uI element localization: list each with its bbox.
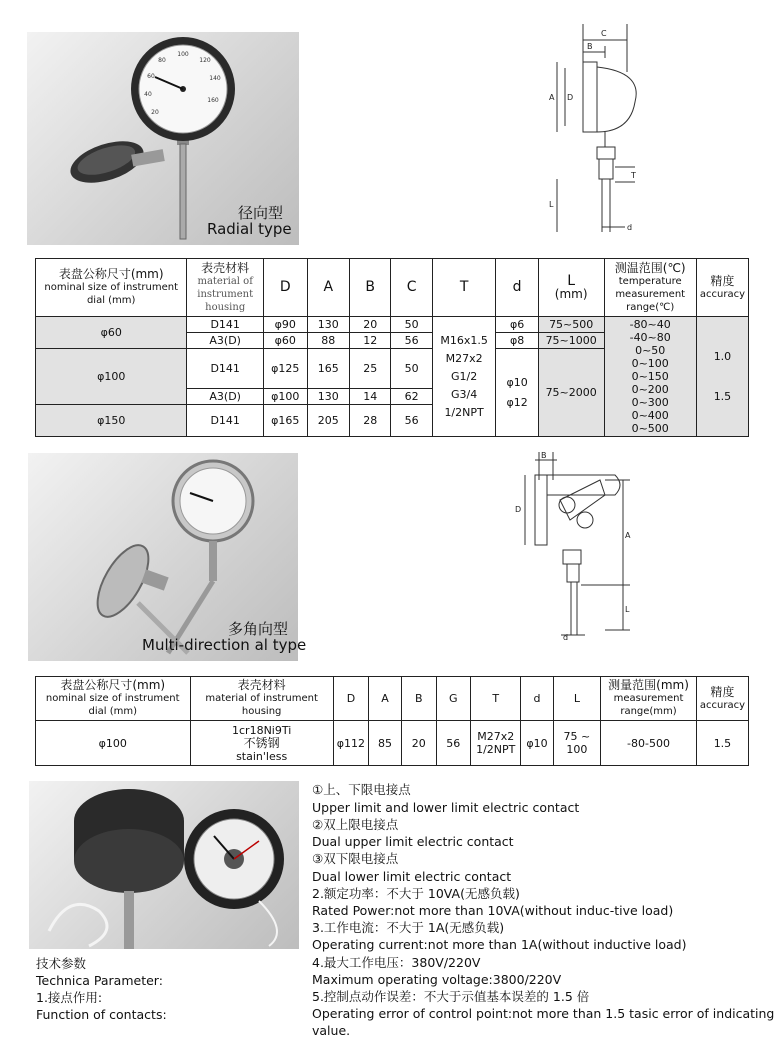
cell-A: 130 (307, 317, 349, 333)
dial-number: 60 (147, 73, 155, 80)
range-value: 0~50 (635, 344, 666, 357)
header-nominal-en: nominal size of instrument dial (mm) (45, 693, 180, 717)
tech-line: ②双上限电接点 (312, 817, 399, 832)
cell-material: A3(D) (187, 333, 264, 349)
tech-line: Upper limit and lower limit electric contact (312, 800, 580, 815)
cell-size: φ100 (36, 721, 191, 766)
header-accuracy-en: accuracy (699, 699, 745, 711)
cell-C: 56 (391, 333, 432, 349)
range-value: -80~40 (629, 318, 671, 331)
header-C: C (391, 259, 432, 317)
cell-B: 20 (350, 317, 391, 333)
cell-D: φ100 (263, 389, 307, 405)
header-B: B (350, 259, 391, 317)
dim-label: D (515, 505, 522, 514)
cell-L: 75~2000 (538, 349, 604, 437)
dial-number: 120 (199, 57, 211, 64)
dial-number: 40 (144, 91, 152, 98)
cell-L: 75 ~ 100 (553, 721, 601, 766)
header-A: A (369, 677, 402, 721)
cell-accuracy: 1.5 (696, 721, 748, 766)
header-material (190, 677, 333, 721)
header-range-en: temperature measurement range(℃) (615, 275, 686, 313)
tech-title-cn: 技术参数 (36, 956, 87, 971)
radial-title-en: Radial type (207, 220, 292, 238)
header-D: D (263, 259, 307, 317)
header-accuracy-cn: 精度 (710, 273, 735, 288)
cell-B: 20 (401, 721, 436, 766)
material-line: 不锈钢 (243, 735, 280, 750)
t-value: M27x2 (445, 351, 483, 365)
material-line: 1cr18Ni9Ti (232, 723, 292, 737)
dial-number: 140 (209, 75, 221, 82)
t-value: G3/4 (450, 387, 478, 401)
cell-material: D141 (187, 349, 264, 389)
header-nominal (36, 259, 187, 317)
t-value: M27x2 (477, 730, 515, 743)
cell-d-multi (496, 349, 539, 437)
tech-line: 3.工作电流：不大于 1A(无感负载) (312, 920, 505, 935)
header-G: G (436, 677, 471, 721)
tech-line: Operating current:not more than 1A(without inductive load) (312, 937, 687, 952)
header-B: B (401, 677, 436, 721)
cell-material (190, 721, 333, 766)
cell-L: 75~500 (538, 317, 604, 333)
range-value: 0~100 (631, 357, 669, 370)
cell-L: 75~1000 (538, 333, 604, 349)
header-range (604, 259, 696, 317)
tech-line: value. (312, 1023, 351, 1038)
range-value: 0~150 (631, 370, 669, 383)
material-line: stain'less (236, 749, 288, 763)
header-accuracy (696, 677, 748, 721)
cell-size: φ60 (36, 317, 187, 349)
header-range-cn: 测温范围(℃) (614, 260, 686, 275)
header-L-unit: (mm) (554, 286, 588, 301)
dim-label: d (563, 633, 569, 642)
header-L (538, 259, 604, 317)
tech-line: Maximum operating voltage:3800/220V (312, 972, 562, 987)
cell-size: φ100 (36, 349, 187, 405)
header-accuracy (696, 259, 748, 317)
range-value: 0~500 (631, 422, 669, 435)
dim-label: L (625, 605, 630, 614)
range-value: -40~80 (629, 331, 671, 344)
cell-T-values (432, 317, 495, 437)
dim-label: B (541, 451, 547, 460)
header-T: T (432, 259, 495, 317)
header-accuracy-en: accuracy (699, 288, 745, 300)
t-value: 1/2NPT (476, 743, 516, 756)
cell-accuracy (696, 317, 748, 437)
header-A: A (307, 259, 349, 317)
cell-A: 205 (307, 405, 349, 437)
cell-D: φ60 (263, 333, 307, 349)
header-nominal-cn: 表盘公称尺寸(mm) (60, 678, 166, 692)
t-value: M16x1.5 (440, 333, 488, 347)
header-nominal (36, 677, 191, 721)
cell-material: A3(D) (187, 389, 264, 405)
multi-title-cn: 多角向型 (228, 620, 289, 638)
multi-dimension-drawing (505, 450, 640, 645)
cell-material: D141 (187, 405, 264, 437)
radial-spec-table (35, 258, 749, 437)
electric-contact-thermometer-photo (29, 781, 299, 949)
header-L-label: L (567, 272, 576, 289)
cell-D: φ125 (263, 349, 307, 389)
cell-C: 50 (391, 317, 432, 333)
header-range-en: measurement range(mm) (613, 693, 684, 717)
header-d: d (496, 259, 539, 317)
dial-number: 20 (151, 109, 159, 116)
cell-B: 25 (350, 349, 391, 389)
dial-number: 160 (207, 97, 219, 104)
range-value: 0~400 (631, 409, 669, 422)
cell-d: φ10 (521, 721, 553, 766)
tech-line: 5.控制点动作误差：不大于示值基本误差的 1.5 倍 (312, 989, 590, 1004)
header-range (601, 677, 697, 721)
t-value: G1/2 (450, 369, 478, 383)
cell-B: 28 (350, 405, 391, 437)
cell-C: 50 (391, 349, 432, 389)
cell-d: φ8 (496, 333, 539, 349)
tech-line: Dual upper limit electric contact (312, 834, 514, 849)
dim-label: A (625, 531, 631, 540)
dim-label: C (601, 29, 607, 38)
t-value: 1/2NPT (444, 405, 484, 419)
header-D: D (333, 677, 368, 721)
header-d: d (521, 677, 553, 721)
header-L: L (553, 677, 601, 721)
d-value: φ12 (506, 395, 528, 409)
dial-number: 80 (158, 57, 166, 64)
cell-D: φ165 (263, 405, 307, 437)
header-material-cn: 表壳材料 (237, 678, 286, 692)
tech-line: 2.额定功率：不大于 10VA(无感负载) (312, 886, 520, 901)
tech-line: Dual lower limit electric contact (312, 869, 512, 884)
cell-A: 88 (307, 333, 349, 349)
accuracy-value: 1.5 (713, 389, 732, 403)
dial-number: 100 (177, 51, 189, 58)
tech-line: Operating error of control point:not more than 1.5 tasic error of indicating (312, 1006, 775, 1021)
electric-contact-illustration (29, 781, 299, 949)
header-material (187, 259, 264, 317)
header-range-cn: 测量范围(mm) (608, 678, 689, 692)
cell-G: 56 (436, 721, 471, 766)
contact-label-cn: 1.接点作用: (36, 990, 103, 1005)
tech-line: Rated Power:not more than 10VA(without induc-tive load) (312, 903, 674, 918)
header-nominal-cn: 表盘公称尺寸(mm) (58, 267, 164, 281)
tech-line: ①上、下限电接点 (312, 782, 411, 797)
dim-label: B (587, 42, 593, 51)
accuracy-value: 1.0 (713, 349, 732, 363)
tech-line: 4.最大工作电压：380V/220V (312, 955, 481, 970)
cell-size: φ150 (36, 405, 187, 437)
cell-ranges (604, 317, 696, 437)
dim-label: L (549, 200, 554, 209)
range-value: 0~300 (631, 396, 669, 409)
table-row (36, 721, 749, 766)
cell-C: 62 (391, 389, 432, 405)
header-material-en: material of instrument housing (197, 275, 254, 313)
multi-title-en: Multi-direction al type (142, 636, 307, 654)
cell-B: 12 (350, 333, 391, 349)
header-material-en: material of instrument housing (205, 693, 318, 717)
cell-material: D141 (187, 317, 264, 333)
table-row (36, 317, 749, 333)
cell-d: φ6 (496, 317, 539, 333)
cell-C: 56 (391, 405, 432, 437)
cell-A: 165 (307, 349, 349, 389)
dim-label: D (567, 93, 574, 102)
d-value: φ10 (506, 375, 528, 389)
dim-label: d (627, 223, 633, 232)
tech-line: ③双下限电接点 (312, 851, 399, 866)
range-value: 0~200 (631, 383, 669, 396)
cell-T (471, 721, 521, 766)
header-accuracy-cn: 精度 (710, 684, 735, 699)
header-material-cn: 表壳材料 (201, 260, 250, 275)
cell-range: -80-500 (601, 721, 697, 766)
dim-label: A (549, 93, 555, 102)
cell-D: φ90 (263, 317, 307, 333)
cell-B: 14 (350, 389, 391, 405)
header-nominal-en: nominal size of instrument dial (mm) (44, 282, 179, 306)
contact-label-en: Function of contacts: (36, 1007, 167, 1022)
cell-D: φ112 (333, 721, 368, 766)
dim-label: T (631, 171, 636, 180)
multi-spec-table (35, 676, 749, 766)
radial-dimension-drawing (535, 22, 650, 247)
cell-A: 85 (369, 721, 402, 766)
header-T: T (471, 677, 521, 721)
tech-title-en: Technica Parameter: (36, 973, 163, 988)
cell-A: 130 (307, 389, 349, 405)
radial-title-cn: 径向型 (238, 204, 284, 222)
